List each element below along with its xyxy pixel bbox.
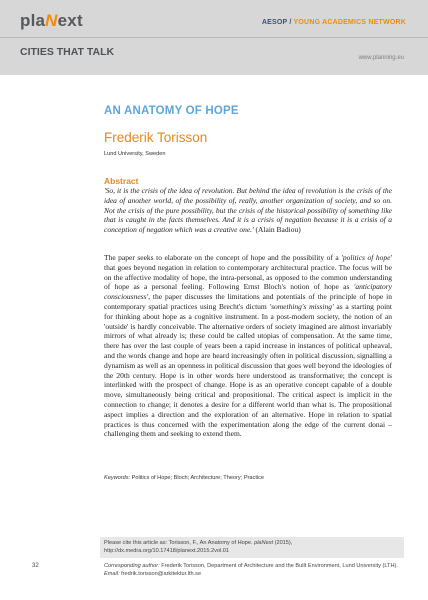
keywords xyxy=(104,475,264,481)
article-title: AN ANATOMY OF HOPE xyxy=(104,105,239,117)
journal-tagline: CITIES THAT TALK xyxy=(20,46,115,58)
author-affiliation: Lund University, Sweden xyxy=(104,151,166,157)
citation-doi-link[interactable]: http://dx.medra.org/10.17418/planext.2015.2vol.01 xyxy=(104,548,230,554)
corresponding-email xyxy=(104,571,201,577)
logo-text-end: ext xyxy=(57,11,83,30)
page-number: 32 xyxy=(32,563,39,569)
abstract-heading: Abstract xyxy=(104,176,139,186)
keywords-label: Keywords: xyxy=(104,475,131,481)
body-emphasis: 'anticipatory consciousness' xyxy=(104,282,392,302)
epigraph-quote xyxy=(104,186,392,235)
header-divider xyxy=(0,37,428,38)
citation-prefix: Please cite this article as: Torisson, F., An Anatomy of Hope. xyxy=(104,540,255,546)
logo-accent-letter: N xyxy=(45,11,58,30)
org-name: AESOP xyxy=(261,19,288,26)
corr-label: Corresponding author: xyxy=(104,563,160,569)
corr-text: Frederik Torisson, Department of Architecture and the Built Environment, Lund University (LTH). xyxy=(159,563,398,569)
citation-line xyxy=(104,540,292,546)
body-segment: The paper seeks to elaborate on the concept of hope and the possibility of a xyxy=(104,253,342,262)
email-label: Email: xyxy=(104,571,120,577)
journal-logo xyxy=(20,11,83,31)
author-name: Frederik Torisson xyxy=(104,130,208,145)
keywords-list: Politics of Hope; Bloch; Architecture; Theory; Practice xyxy=(130,475,265,481)
corresponding-author xyxy=(104,563,398,569)
body-emphasis: 'politics of hope' xyxy=(341,253,393,262)
citation-suffix: (2015), xyxy=(273,540,293,546)
body-segment: that goes beyond negation in relation to contemporary architectural practice. The focus will be on the affective modality of hope, the intra-personal, as opposed to the common understanding of hope as a personal feeling. Following Ernst Bloch's notion of hope as xyxy=(104,262,392,292)
network-name: YOUNG ACADEMICS NETWORK xyxy=(293,19,406,26)
abstract-body xyxy=(104,253,392,439)
citation-journal: plaNext xyxy=(254,540,274,546)
quote-source: (Alain Badiou) xyxy=(253,225,301,235)
body-segment: as a starting point for thinking about hope as a cognitive instrument. In a post-modern society, the notion of an 'outside' is hardly conceivable. The alternative orders of society imagined are almost invariably mirrors of what already is; these could be called utopias of compensation. At the same time, there has over the last couple of years been a rapid increase in instances of political upheaval, and the words change and hope are heard increasingly often in political discussion, signalling a dynamism as well as an openness in political discussion that goes well beyond the ideologies of the 20th century. Hope is in other words here understood as transformative; the concept is interlinked with the prospect of change. Hope is as an operative concept capable of a double move, simultaneously being critical and propositional. The critical aspect is implicit in the connection to change; it denotes a desire for a different world than what is. The propositional aspect implies a direction and the exploration of an alternative. Hope in relation to spatial practices is thus concerned with the experimentation along the edge of the current donai – challenging them and seeking to extend them. xyxy=(104,301,392,439)
email-address[interactable]: fredrik.torisson@arkitektur.lth.se xyxy=(119,571,202,577)
quote-text: 'So, it is the crisis of the idea of revolution. But behind the idea of revolution is the crisis of the idea of another world, of the possibility of, really, another organization of society, and so on. Not the crisis of the pure possibility, but the crisis of the historical possibility of something like that is caught in the facts themselves. And it is a crisis of negation because it is a crisis of a conception of negation which was a creative one.' xyxy=(104,186,392,235)
org-separator: / xyxy=(287,19,294,26)
body-emphasis: 'something's missing' xyxy=(269,301,334,311)
website-link[interactable]: www.planning.eu xyxy=(358,55,404,61)
body-segment: , the paper discusses the limitations and potentials of the principle of hope in contemporary spatial practices using Brecht's dictum xyxy=(104,292,392,311)
logo-text-start: pla xyxy=(20,11,46,30)
network-label xyxy=(262,19,406,26)
